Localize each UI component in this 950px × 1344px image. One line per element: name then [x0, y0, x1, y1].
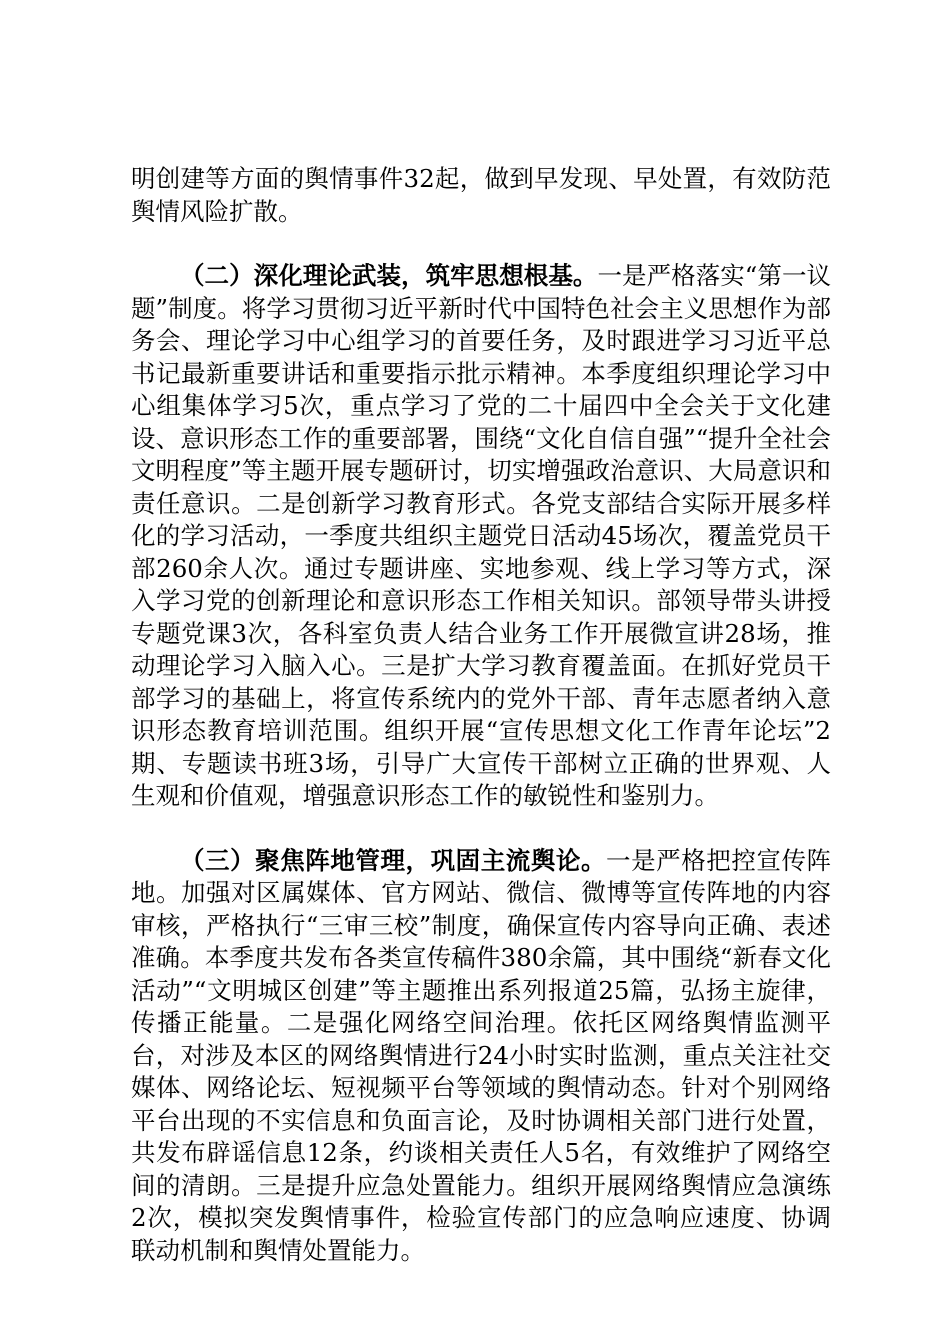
document-page	[131, 163, 831, 1267]
section-2-heading: （二）深化理论武装，筑牢思想根基。	[180, 261, 598, 290]
section-2-body: 一是严格落实“第一议题”制度。将学习贯彻习近平新时代中国特色社会主义思想作为部务会、理论学习中心组学习的首要任务，及时跟进学习习近平总书记最新重要讲话和重要指示批示精神。本季度组织理论学习中心组集体学习5次，重点学习了党的二十届四中全会关于文化建设、意识形态工作的重要部署，围绕“文化自信自强”“提升全社会文明程度”等主题开展专题研讨，切实增强政治意识、大局意识和责任意识。二是创新学习教育形式。各党支部结合实际开展多样化的学习活动，一季度共组织主题党日活动45场次，覆盖党员干部260余人次。通过专题讲座、实地参观、线上学习等方式，深入学习党的创新理论和意识形态工作相关知识。部领导带头讲授专题党课3次，各科室负责人结合业务工作开展微宣讲28场，推动理论学习入脑入心。三是扩大学习教育覆盖面。在抓好党员干部学习的基础上，将宣传系统内的党外干部、青年志愿者纳入意识形态教育培训范围。组织开展“宣传思想文化工作青年论坛”2期、专题读书班3场，引导广大宣传干部树立正确的世界观、人生观和价值观，增强意识形态工作的敏锐性和鉴别力。	[131, 261, 832, 810]
paragraph-continued: 明创建等方面的舆情事件32起，做到早发现、早处置，有效防范舆情风险扩散。	[131, 164, 831, 226]
section-3-body: 一是严格把控宣传阵地。加强对区属媒体、官方网站、微信、微博等宣传阵地的内容审核，严格执行“三审三校”制度，确保宣传内容导向正确、表述准确。本季度共发布各类宣传稿件380余篇，其中围绕“新春文化活动”“文明城区创建”等主题推出系列报道25篇，弘扬主旋律，传播正能量。二是强化网络空间治理。依托区网络舆情监测平台，对涉及本区的网络舆情进行24小时实时监测，重点关注社交媒体、网络论坛、短视频平台等领域的舆情动态。针对个别网络平台出现的不实信息和负面言论，及时协调相关部门进行处置，共发布辟谣信息12条，约谈相关责任人5名，有效维护了网络空间的清朗。三是提升应急处置能力。组织开展网络舆情应急演练2次，模拟突发舆情事件，检验宣传部门的应急响应速度、协调联动机制和舆情处置能力。	[131, 845, 832, 1265]
paragraph-section-2	[131, 260, 831, 813]
paragraph-section-3	[131, 845, 831, 1268]
section-3-heading: （三）聚焦阵地管理，巩固主流舆论。	[180, 845, 607, 875]
